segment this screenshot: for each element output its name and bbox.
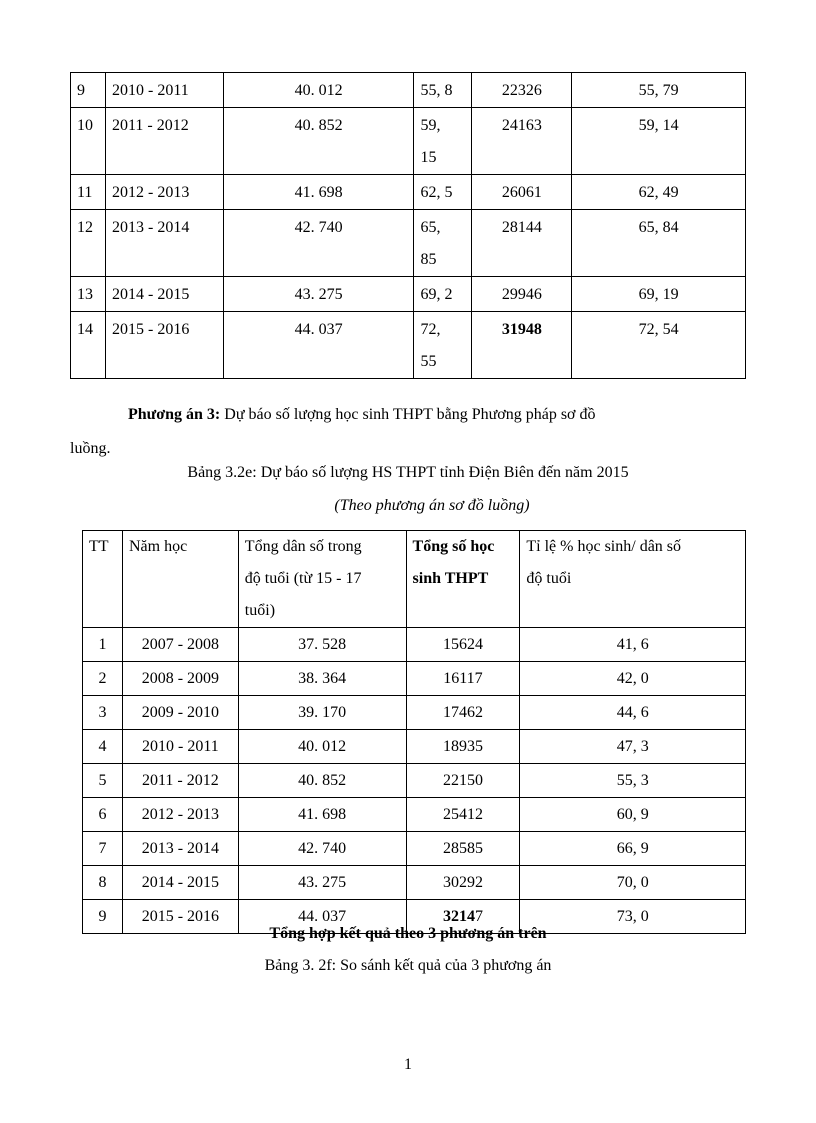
cell-year: 2010 - 2011 — [105, 73, 223, 108]
table-caption: Bảng 3.2e: Dự báo số lượng HS THPT tỉnh Điện Biên đến năm 2015 — [187, 464, 629, 481]
cell-tt: 9 — [71, 73, 106, 108]
table-row — [71, 108, 746, 175]
cell-percent — [414, 312, 472, 379]
table-row — [83, 832, 746, 866]
cell-year: 2012 - 2013 — [105, 175, 223, 210]
cell-count: 31948 — [472, 312, 572, 379]
cell-percent: 62, 5 — [414, 175, 472, 210]
cell-population: 41. 698 — [223, 175, 414, 210]
cell-ratio: 69, 19 — [572, 277, 746, 312]
header-line: Tổng dân số trong — [244, 538, 362, 555]
cell-ratio: 65, 84 — [572, 210, 746, 277]
table-row — [83, 628, 746, 662]
cell-count: 15624 — [406, 628, 520, 662]
header-line: độ tuổi (từ 15 - 17 — [244, 570, 362, 587]
cell-percent: 55, 8 — [414, 73, 472, 108]
cell-year: 2015 - 2016 — [122, 900, 238, 934]
cell-ratio: 72, 54 — [572, 312, 746, 379]
cell-ratio: 59, 14 — [572, 108, 746, 175]
cell-count: 18935 — [406, 730, 520, 764]
paragraph-method-3 — [70, 398, 746, 466]
cell-ratio: 60, 9 — [520, 798, 746, 832]
count-bold-part: 3214 — [442, 908, 475, 925]
cell-tt: 10 — [71, 108, 106, 175]
cell-tt: 14 — [71, 312, 106, 379]
table-row — [83, 764, 746, 798]
cell-count: 16117 — [406, 662, 520, 696]
table-header-row — [83, 531, 746, 628]
percent-part-2: 85 — [420, 251, 437, 268]
cell-ratio: 42, 0 — [520, 662, 746, 696]
cell-population: 44. 037 — [238, 900, 406, 934]
cell-count: 25412 — [406, 798, 520, 832]
header-line: Tổng số học — [412, 538, 495, 555]
cell-ratio: 44, 6 — [520, 696, 746, 730]
cell-ratio: 62, 49 — [572, 175, 746, 210]
cell-tt: 6 — [83, 798, 123, 832]
cell-tt: 11 — [71, 175, 106, 210]
paragraph-line-2: luồng. — [70, 440, 111, 457]
cell-count: 26061 — [472, 175, 572, 210]
cell-percent: 69, 2 — [414, 277, 472, 312]
cell-percent — [414, 108, 472, 175]
cell-count: 30292 — [406, 866, 520, 900]
header-tt: TT — [83, 531, 123, 628]
cell-ratio: 73, 0 — [520, 900, 746, 934]
table-row — [71, 312, 746, 379]
cell-population: 40. 852 — [223, 108, 414, 175]
cell-ratio: 55, 3 — [520, 764, 746, 798]
cell-tt: 13 — [71, 277, 106, 312]
cell-year: 2013 - 2014 — [122, 832, 238, 866]
cell-tt: 5 — [83, 764, 123, 798]
cell-count: 28585 — [406, 832, 520, 866]
header-ratio — [520, 531, 746, 628]
page-number: 1 — [404, 1056, 412, 1073]
cell-tt: 2 — [83, 662, 123, 696]
cell-ratio: 47, 3 — [520, 730, 746, 764]
cell-tt: 7 — [83, 832, 123, 866]
cell-ratio: 41, 6 — [520, 628, 746, 662]
table-row — [83, 662, 746, 696]
header-student-count — [406, 531, 520, 628]
cell-tt: 8 — [83, 866, 123, 900]
cell-population: 42. 740 — [223, 210, 414, 277]
header-population — [238, 531, 406, 628]
cell-year: 2009 - 2010 — [122, 696, 238, 730]
cell-count: 17462 — [406, 696, 520, 730]
percent-part-1: 65, — [420, 219, 441, 236]
cell-year: 2014 - 2015 — [122, 866, 238, 900]
forecast-table — [82, 530, 746, 934]
cell-population: 39. 170 — [238, 696, 406, 730]
percent-part-2: 55 — [420, 353, 437, 370]
paragraph-text: Dự báo số lượng học sinh THPT bằng Phương pháp sơ đồ — [220, 406, 596, 423]
cell-tt: 9 — [83, 900, 123, 934]
percent-part-1: 72, — [420, 321, 441, 338]
cell-year: 2010 - 2011 — [122, 730, 238, 764]
cell-year: 2015 - 2016 — [105, 312, 223, 379]
cell-year: 2008 - 2009 — [122, 662, 238, 696]
cell-population: 43. 275 — [238, 866, 406, 900]
table-row — [71, 73, 746, 108]
count-rest-part: 7 — [474, 908, 483, 925]
cell-count: 22150 — [406, 764, 520, 798]
cell-population: 38. 364 — [238, 662, 406, 696]
cell-count: 28144 — [472, 210, 572, 277]
table-caption-comparison: Bảng 3. 2f: So sánh kết quả của 3 phương án — [264, 957, 552, 974]
cell-ratio: 70, 0 — [520, 866, 746, 900]
header-line: Tỉ lệ % học sinh/ dân số — [526, 538, 682, 555]
cell-year: 2012 - 2013 — [122, 798, 238, 832]
summary-heading: Tổng hợp kết quả theo 3 phương án trên — [269, 925, 547, 942]
cell-year: 2013 - 2014 — [105, 210, 223, 277]
percent-part-1: 59, — [420, 117, 441, 134]
table-row — [83, 866, 746, 900]
cell-tt: 3 — [83, 696, 123, 730]
table-row — [83, 696, 746, 730]
cell-population: 44. 037 — [223, 312, 414, 379]
header-line: sinh THPT — [412, 570, 489, 587]
paragraph-line-1 — [70, 398, 746, 432]
percent-part-2: 15 — [420, 149, 437, 166]
cell-population: 41. 698 — [238, 798, 406, 832]
cell-population: 40. 012 — [238, 730, 406, 764]
cell-population: 37. 528 — [238, 628, 406, 662]
cell-ratio: 55, 79 — [572, 73, 746, 108]
cell-tt: 4 — [83, 730, 123, 764]
table-row — [71, 210, 746, 277]
cell-population: 40. 852 — [238, 764, 406, 798]
header-line: độ tuổi — [526, 570, 572, 587]
cell-population: 42. 740 — [238, 832, 406, 866]
cell-population: 40. 012 — [223, 73, 414, 108]
table-row — [71, 277, 746, 312]
cell-year: 2014 - 2015 — [105, 277, 223, 312]
cell-percent — [414, 210, 472, 277]
cell-count: 29946 — [472, 277, 572, 312]
cell-year: 2011 - 2012 — [105, 108, 223, 175]
cell-ratio: 66, 9 — [520, 832, 746, 866]
paragraph-lead: Phương án 3: — [128, 406, 221, 423]
cell-tt: 12 — [71, 210, 106, 277]
cell-year: 2011 - 2012 — [122, 764, 238, 798]
cell-year: 2007 - 2008 — [122, 628, 238, 662]
cell-population: 43. 275 — [223, 277, 414, 312]
cell-tt: 1 — [83, 628, 123, 662]
cell-count: 22326 — [472, 73, 572, 108]
table-subcaption: (Theo phương án sơ đồ luồng) — [334, 497, 530, 514]
header-line: tuổi) — [244, 602, 276, 619]
table-row — [83, 798, 746, 832]
table-row — [83, 730, 746, 764]
header-year: Năm học — [122, 531, 238, 628]
table-continuation — [70, 72, 746, 379]
cell-count: 24163 — [472, 108, 572, 175]
table-row — [71, 175, 746, 210]
